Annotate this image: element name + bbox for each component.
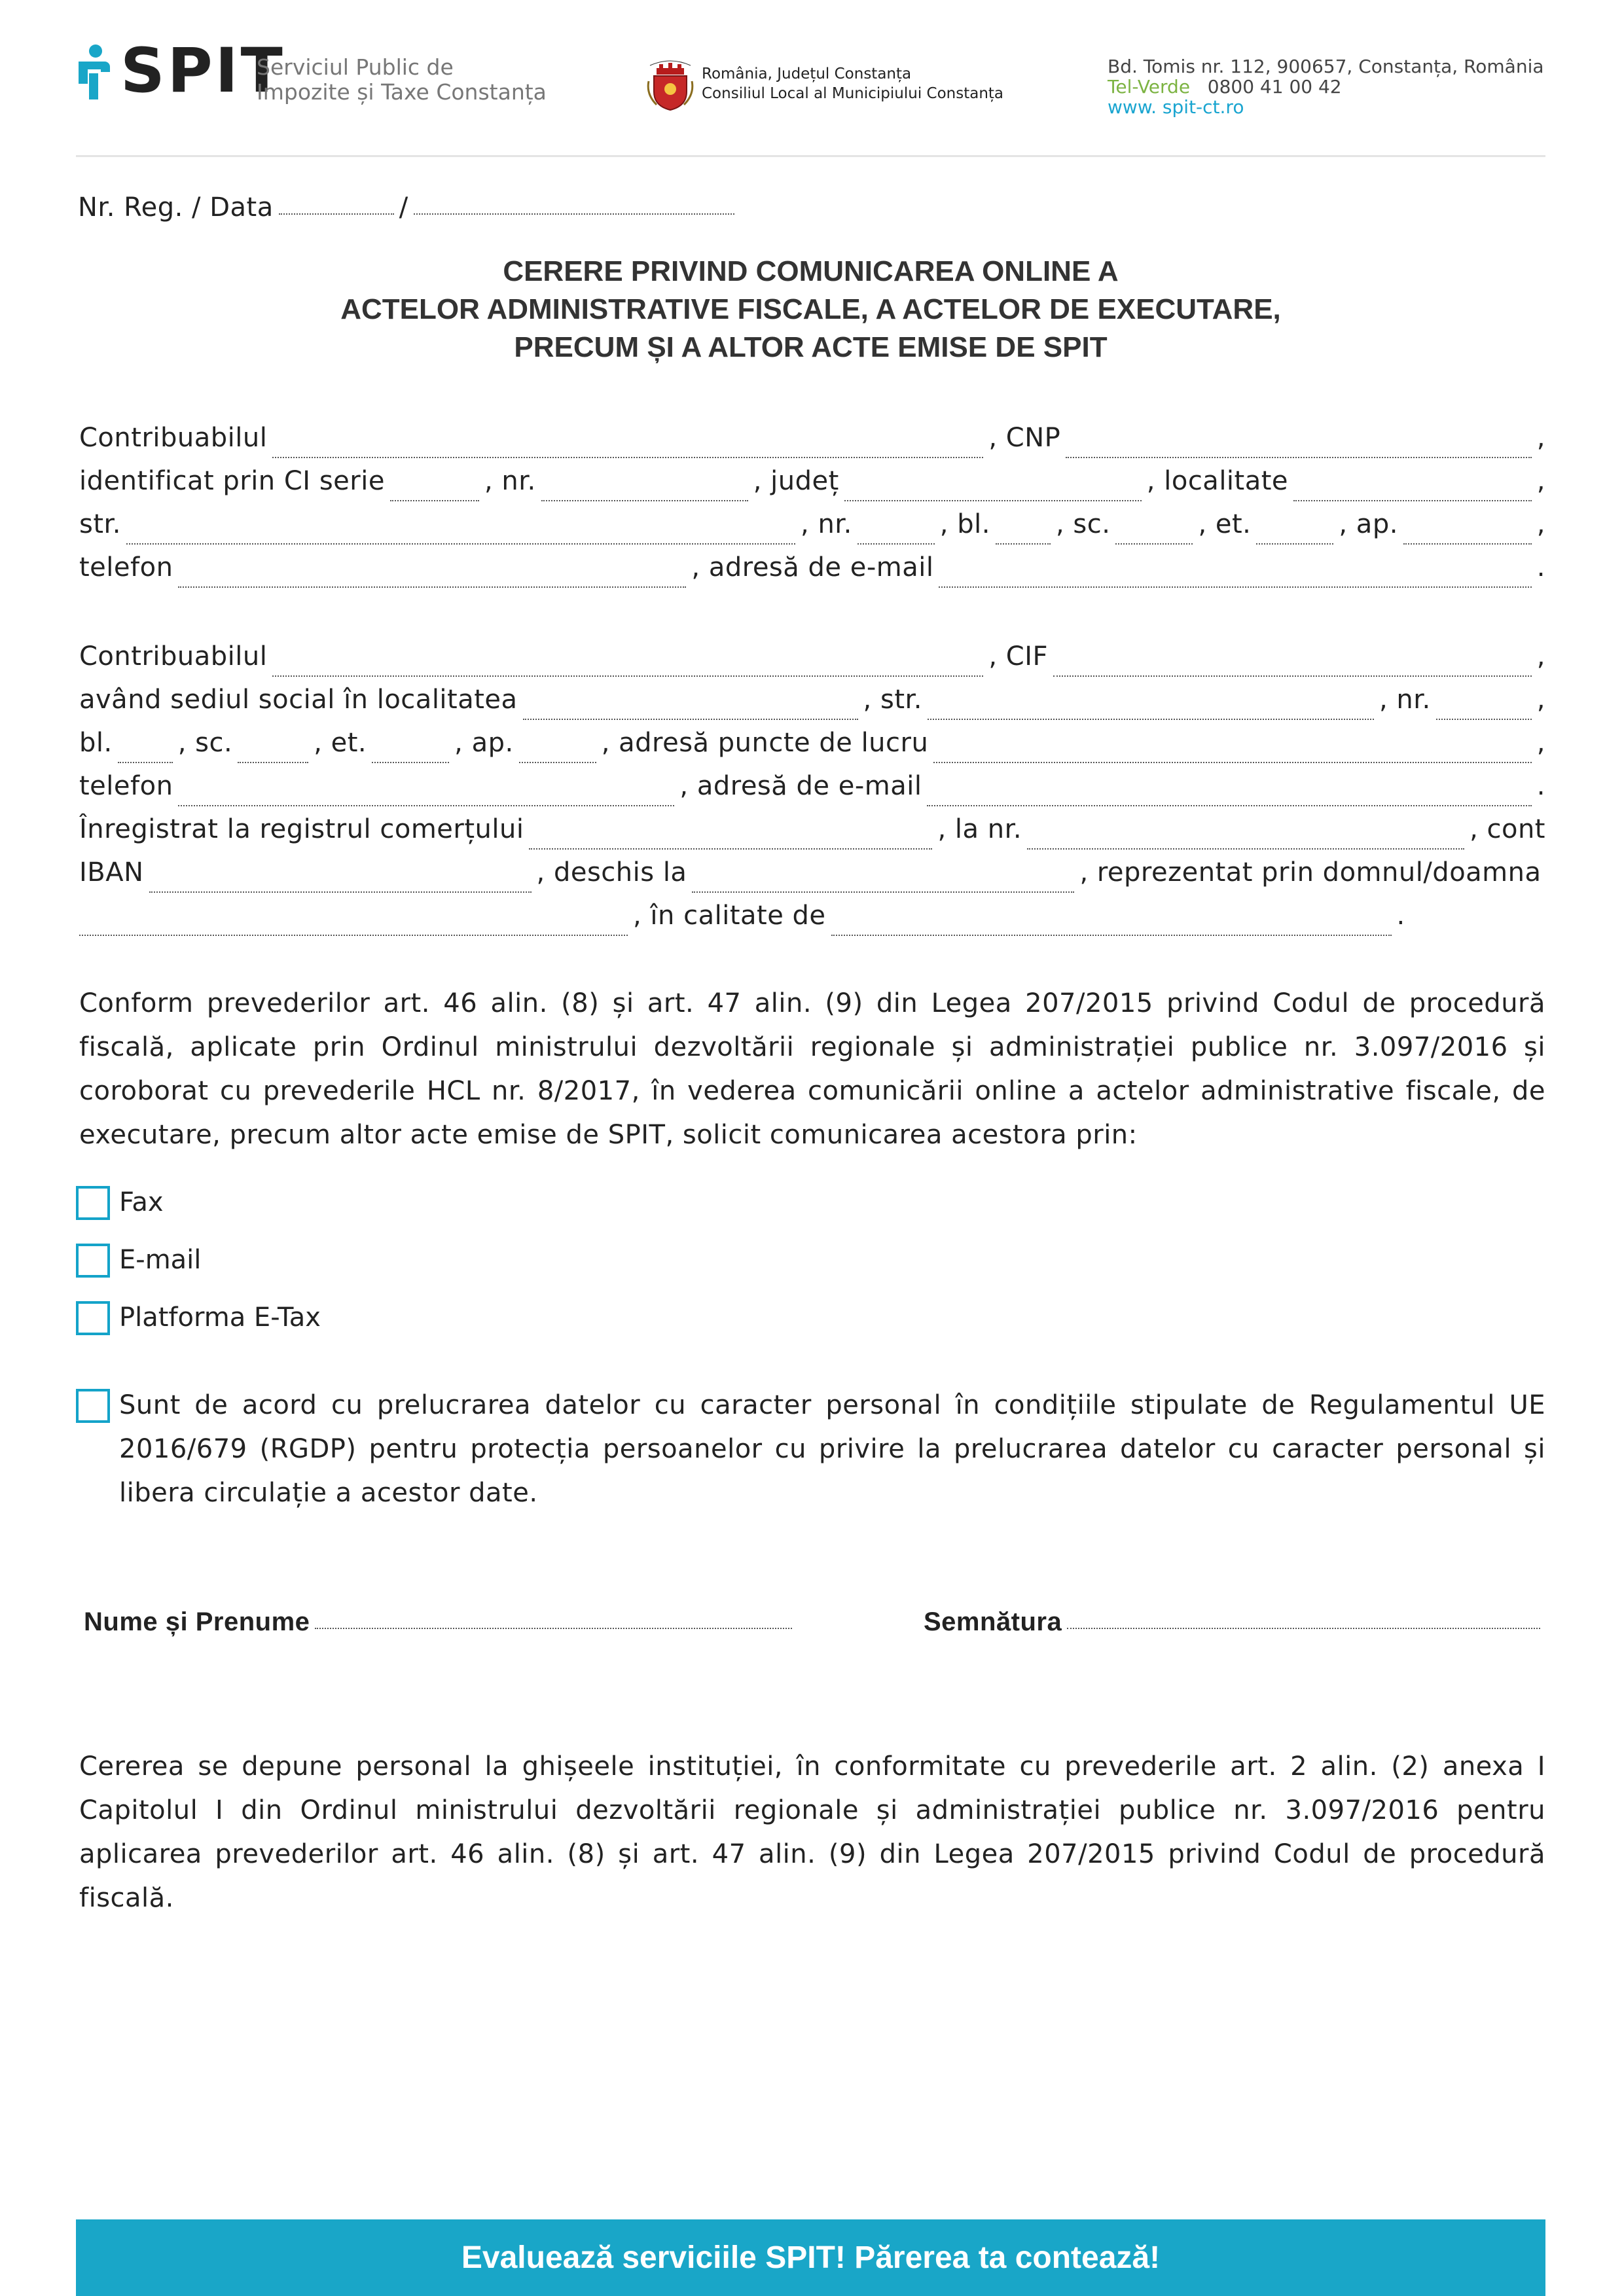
form-row: Contribuabilul , CNP , xyxy=(79,423,1545,466)
locality-field[interactable] xyxy=(1293,500,1532,501)
floor-field[interactable] xyxy=(1256,543,1333,545)
hq-street-field[interactable] xyxy=(928,719,1374,720)
form-row: telefon , adresă de e-mail . xyxy=(79,771,1545,814)
street-field[interactable] xyxy=(126,543,795,545)
reg-date-field[interactable] xyxy=(414,213,734,215)
etax-checkbox[interactable] xyxy=(76,1301,110,1335)
cnp-field[interactable] xyxy=(1066,457,1532,458)
form-row: telefon , adresă de e-mail . xyxy=(79,552,1545,596)
form-row: bl. , sc. , et. , ap. , adresă puncte de lucru , xyxy=(79,728,1545,771)
trade-register-field[interactable] xyxy=(529,848,932,850)
signature-line: Semnătura xyxy=(924,1607,1545,1637)
telverde-line: Tel-Verde 0800 41 00 42 xyxy=(1108,76,1342,98)
county-field[interactable] xyxy=(844,500,1142,501)
contact-info xyxy=(1108,56,1544,117)
form-row: , în calitate de . xyxy=(79,901,1545,944)
spit-logo-wordmark: SPIT xyxy=(120,35,285,107)
constanta-crest-icon xyxy=(645,59,696,111)
phone-field[interactable] xyxy=(178,586,686,588)
hq-block-field[interactable] xyxy=(118,762,173,763)
form-row: Înregistrat la registrul comerțului , la nr. , cont xyxy=(79,814,1545,857)
feedback-banner-text: Evaluează serviciile SPIT! Părerea ta contează! xyxy=(461,2240,1161,2275)
capacity-field[interactable] xyxy=(831,935,1392,936)
gdpr-checkbox[interactable] xyxy=(76,1389,110,1423)
website-link[interactable]: www. spit-ct.ro xyxy=(1108,96,1244,118)
company-email-field[interactable] xyxy=(927,805,1531,806)
hq-locality-field[interactable] xyxy=(523,719,858,720)
form-row: str. , nr. , bl. , sc. , et. , ap. , xyxy=(79,509,1545,552)
header-divider xyxy=(76,155,1545,157)
block-field[interactable] xyxy=(996,543,1051,545)
work-points-field[interactable] xyxy=(933,762,1531,763)
email-checkbox[interactable] xyxy=(76,1244,110,1278)
form-row: IBAN , deschis la , reprezentat prin domnul/doamna xyxy=(79,857,1545,901)
hq-apartment-field[interactable] xyxy=(519,762,596,763)
apartment-field[interactable] xyxy=(1403,543,1532,545)
individual-taxpayer-section xyxy=(79,423,1545,596)
register-number-field[interactable] xyxy=(1027,848,1464,850)
hq-number-field[interactable] xyxy=(1436,719,1532,720)
registration-line: Nr. Reg. / Data / xyxy=(78,192,746,223)
address-text: Bd. Tomis nr. 112, 900657, Constanța, România xyxy=(1108,56,1544,77)
organization-name: Serviciul Public de Impozite și Taxe Constanța xyxy=(257,54,547,105)
representative-field[interactable] xyxy=(79,935,628,936)
cif-field[interactable] xyxy=(1053,675,1532,677)
email-field[interactable] xyxy=(939,586,1531,588)
feedback-banner[interactable] xyxy=(76,2219,1545,2296)
staircase-field[interactable] xyxy=(1115,543,1193,545)
form-row: Contribuabilul , CIF , xyxy=(79,641,1545,685)
spit-logo-icon xyxy=(76,45,115,102)
iban-field[interactable] xyxy=(149,891,532,893)
document-title: CERERE PRIVIND COMUNICAREA ONLINE A ACTELOR ADMINISTRATIVE FISCALE, A ACTELOR DE EXECUTARE, PRECUM ȘI A ALTOR ACTE EMISE DE SPIT xyxy=(340,255,1281,363)
reg-number-field[interactable] xyxy=(279,213,394,215)
submission-note: Cererea se depune personal la ghișeele instituției, în conformitate cu prevederile art. 2 alin. (2) anexa I Capitolul I din Ordinul ministrului dezvoltării regionale și administrației publice nr. 3.097/2016 pentru aplicarea prevederilor art. 46 alin. (8) și art. 47 alin. (9) din Legea 207/2015 privind Codul de procedură fiscală. xyxy=(79,1751,1545,1913)
taxpayer-name-field[interactable] xyxy=(272,457,983,458)
company-name-field[interactable] xyxy=(272,675,983,677)
id-series-field[interactable] xyxy=(390,500,479,501)
form-row: identificat prin CI serie , nr. , județ , localitate , xyxy=(79,466,1545,509)
fax-checkbox[interactable] xyxy=(76,1186,110,1220)
name-signature-line: Nume și Prenume xyxy=(84,1607,797,1637)
signature-field[interactable] xyxy=(1067,1628,1540,1629)
gdpr-consent-text: Sunt de acord cu prelucrarea datelor cu caracter personal în condițiile stipulate de Regulamentul UE 2016/679 (RGDP) pentru protecția persoanelor cu privire la prelucrarea datelor cu caracter personal și libera circulație a acestor date. xyxy=(119,1390,1545,1508)
county-council-text: România, Județul Constanța Consiliul Local al Municipiului Constanța xyxy=(702,65,1004,102)
id-number-field[interactable] xyxy=(541,500,748,501)
hq-floor-field[interactable] xyxy=(372,762,449,763)
legal-paragraph: Conform prevederilor art. 46 alin. (8) și art. 47 alin. (9) din Legea 207/2015 privind Codul de procedură fiscală, aplicate prin Ordinul ministrului dezvoltării regionale și administrației publice nr. 3.097/2016 și coroborat cu prevederile HCL nr. 8/2017, în vederea comunicării online a actelor administrative fiscale, de executare, precum altor acte emise de SPIT, solicit comunicarea acestora prin: xyxy=(79,988,1545,1150)
hq-staircase-field[interactable] xyxy=(238,762,308,763)
company-phone-field[interactable] xyxy=(178,805,674,806)
company-taxpayer-section xyxy=(79,641,1545,944)
form-row: având sediul social în localitatea , str. , nr. , xyxy=(79,685,1545,728)
full-name-field[interactable] xyxy=(315,1628,792,1629)
bank-field[interactable] xyxy=(692,891,1074,893)
street-number-field[interactable] xyxy=(857,543,935,545)
